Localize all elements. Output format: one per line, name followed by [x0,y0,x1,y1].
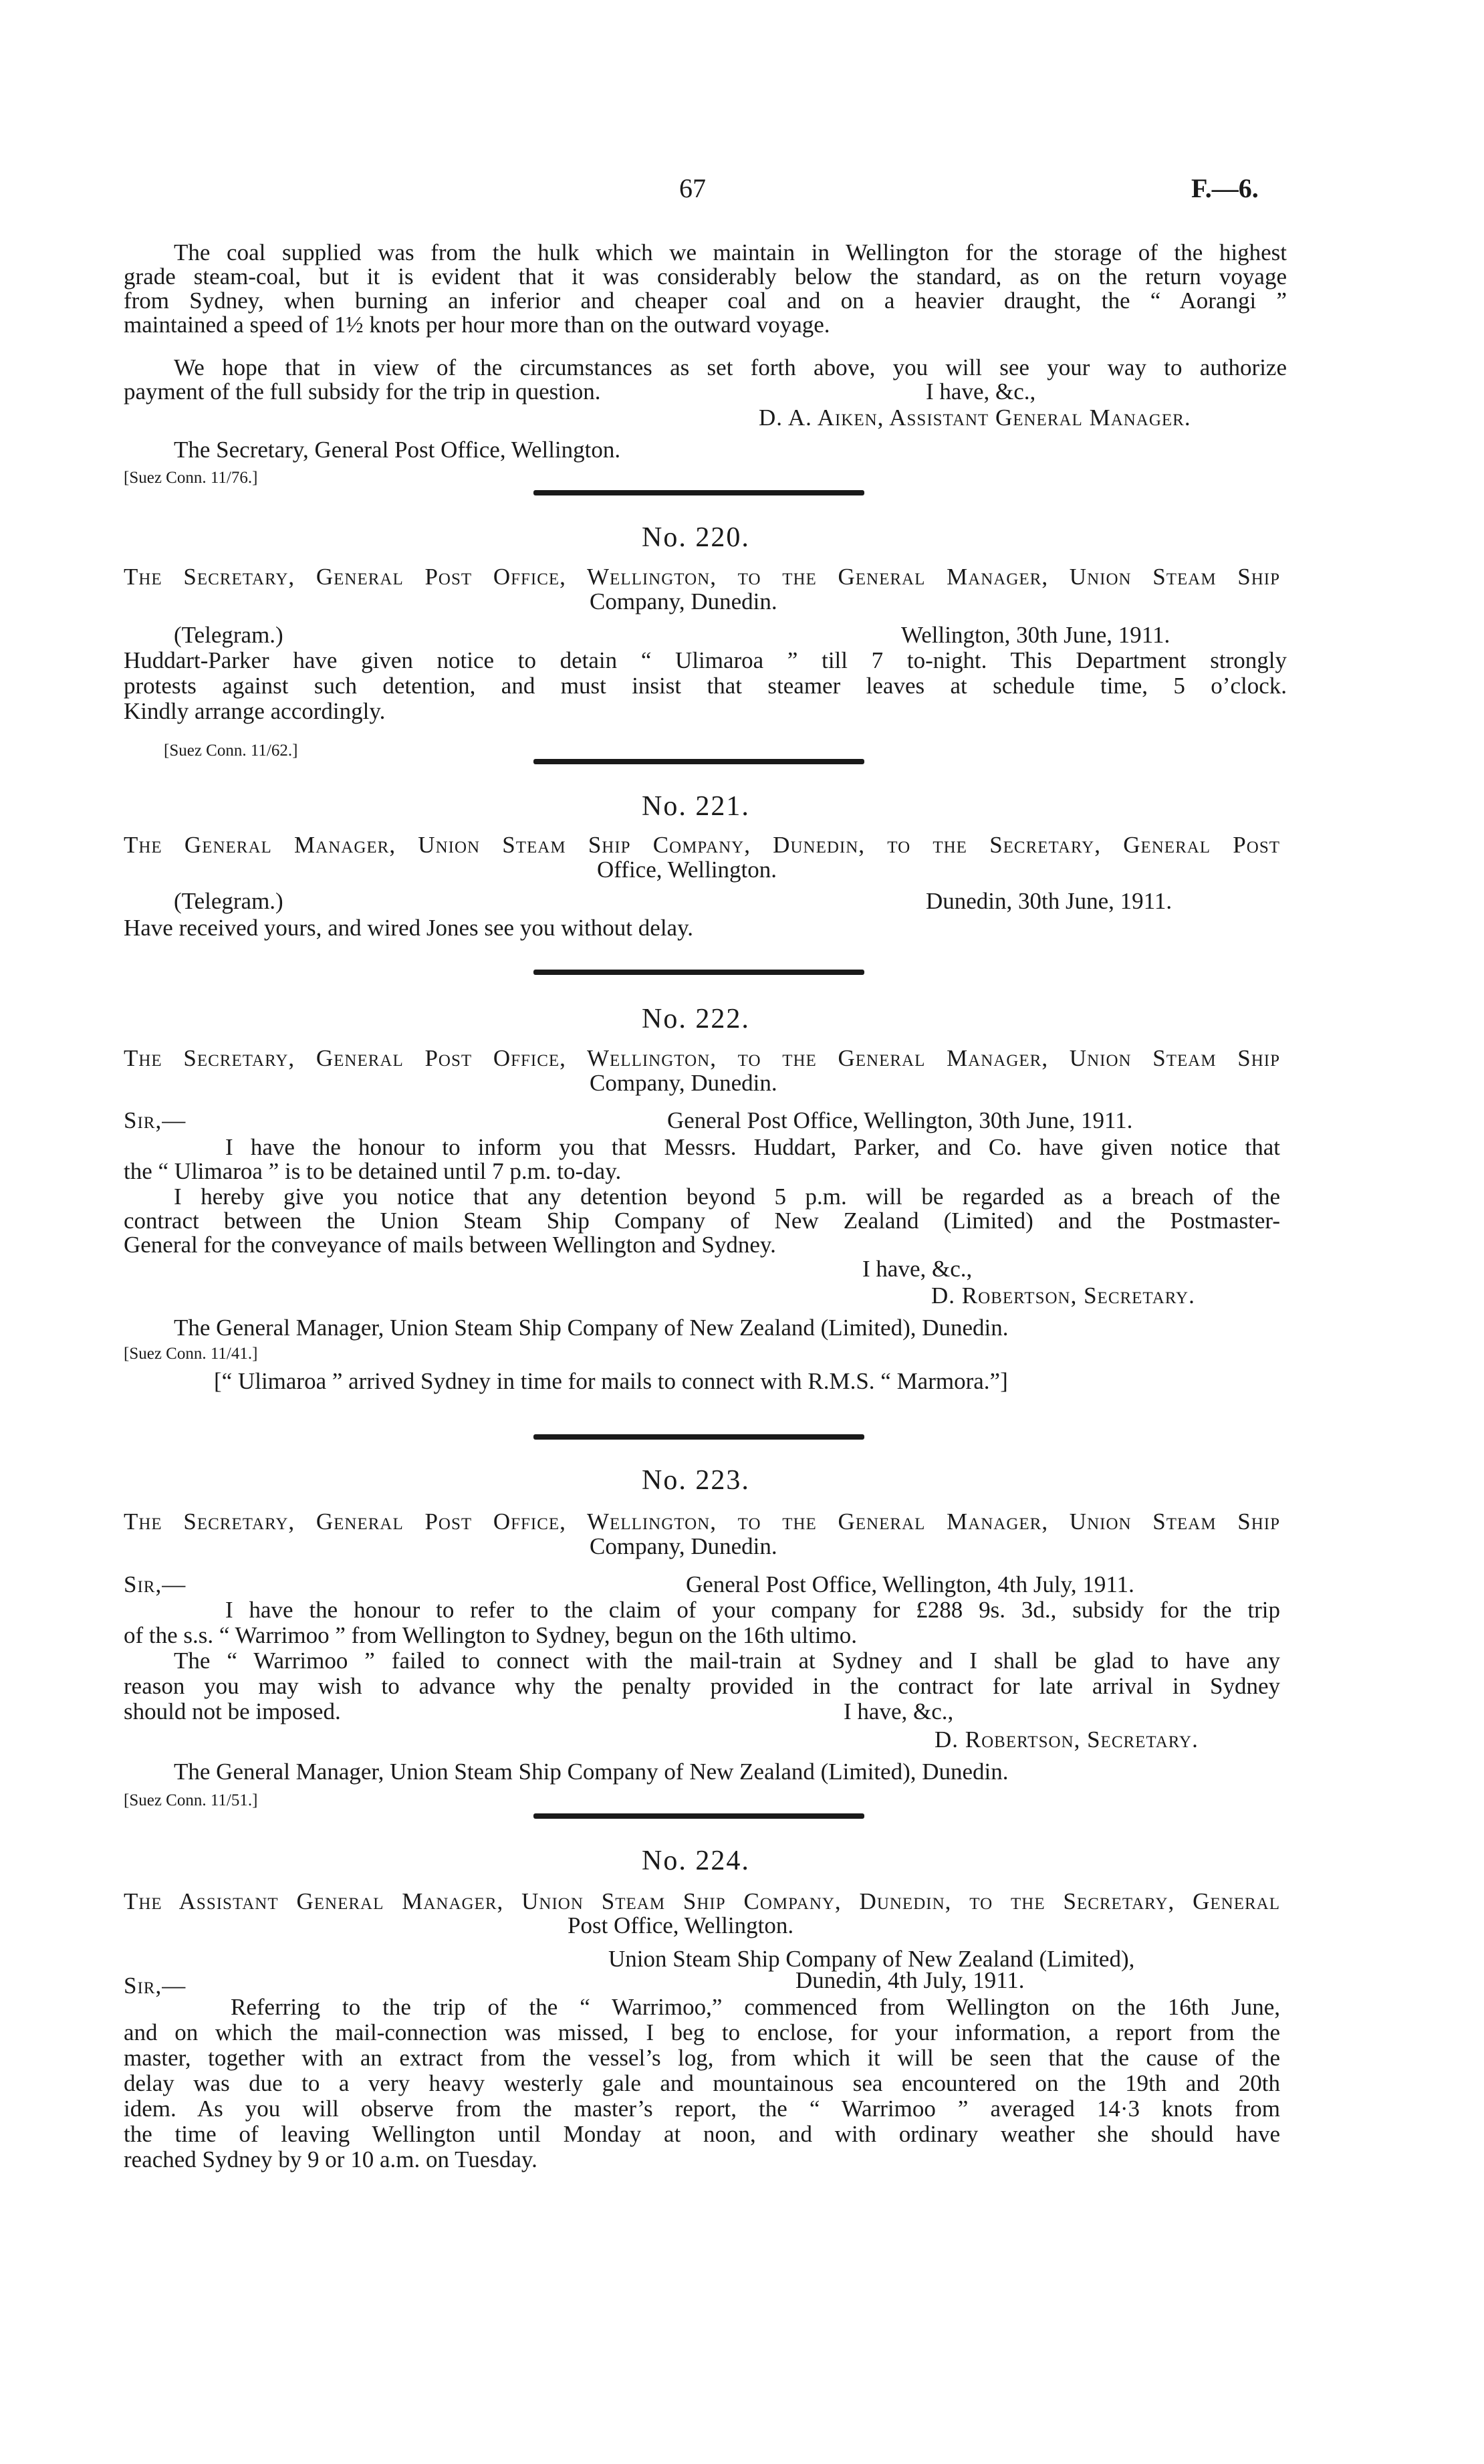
place-date: Dunedin, 30th June, 1911. [926,888,1172,914]
closing: I have, &c., [926,378,1036,405]
letter-body-line: reason you may wish to advance why the penalty provided in the contract for late arrival in Sydney [124,1673,1280,1699]
intro-paragraph-line: grade steam-coal, but it is evident that it was considerably below the standard, as on the return voyage [124,263,1287,290]
closing: I have, &c., [844,1698,954,1724]
letter-number: No. 222. [642,1004,750,1034]
letter-heading-line: Post Office, Wellington. [568,1912,794,1938]
letter-body-line: master, together with an extract from the vessel’s log, from which it will be seen that the cause of the [124,2045,1280,2071]
intro-paragraph-line: from Sydney, when burning an inferior and cheaper coal and on a heavier draught, the “ Aorangi ” [124,288,1287,314]
intro-paragraph-line: The coal supplied was from the hulk which we maintain in Wellington for the storage of the highest [174,239,1287,265]
letter-body-line: I have the honour to refer to the claim of your company for £288 9s. 3d., subsidy for the trip [225,1597,1280,1623]
letter-number: No. 220. [642,522,750,553]
section-divider [533,1813,864,1819]
addressee: The Secretary, General Post Office, Wellington. [174,437,621,463]
letter-body-line: General for the conveyance of mails between Wellington and Sydney. [124,1232,776,1258]
letter-heading-line: Company, Dunedin. [590,1070,777,1096]
letter-heading-line: The Assistant General Manager, Union Steam Ship Company, Dunedin, to the Secretary, General [124,1888,1280,1914]
letter-body-line: idem. As you will observe from the master’s report, the “ Warrimoo ” averaged 14·3 knots from [124,2096,1280,2122]
letter-body-line: Have received yours, and wired Jones see you without delay. [124,915,694,941]
salutation: Sir,— [124,1571,187,1597]
letter-body-line: protests against such detention, and must insist that steamer leaves at schedule time, 5 o’clock. [124,673,1287,699]
signatory-text: D. A. Aiken, Assistant General Manager. [759,405,1191,431]
signatory-text: D. Robertson, Secretary. [935,1726,1199,1753]
document-reference: F.—6. [1191,173,1259,203]
letter-body-line: delay was due to a very heavy westerly gale and mountainous sea encountered on the 19th and 20th [124,2070,1280,2096]
intro-paragraph-line: maintained a speed of 1½ knots per hour more than on the outward voyage. [124,312,830,338]
place-date: Wellington, 30th June, 1911. [901,622,1170,648]
letter-number: No. 223. [642,1465,750,1496]
letter-body-line: contract between the Union Steam Ship Company of New Zealand (Limited) and the Postmaster- [124,1208,1280,1234]
letter-heading-line: The Secretary, General Post Office, Wellington, to the General Manager, Union Steam Ship [124,564,1280,590]
letter-body-line: should not be imposed. [124,1698,341,1724]
sender-address: Union Steam Ship Company of New Zealand (Limited), [608,1946,1135,1972]
letter-heading-line: Company, Dunedin. [590,1533,777,1559]
letter-number: No. 221. [642,791,750,822]
salutation: Sir,— [124,1973,187,1999]
section-divider [533,970,864,975]
letter-body-line: I hereby give you notice that any detention beyond 5 p.m. will be regarded as a breach of the [174,1184,1280,1210]
letter-body-line: the time of leaving Wellington until Monday at noon, and with ordinary weather she should have [124,2121,1280,2147]
letter-body-line: The “ Warrimoo ” failed to connect with the mail-train at Sydney and I shall be glad to have any [174,1648,1280,1674]
file-reference: [Suez Conn. 11/76.] [124,469,258,487]
letter-body-line: the “ Ulimaroa ” is to be detained until 7 p.m. to-day. [124,1158,622,1184]
place-date: Dunedin, 4th July, 1911. [795,1967,1025,1993]
letter-number: No. 224. [642,1845,750,1876]
letter-heading-line: The Secretary, General Post Office, Wellington, to the General Manager, Union Steam Ship [124,1045,1280,1071]
salutation: Sir,— [124,1107,187,1133]
file-reference: [Suez Conn. 11/51.] [124,1791,258,1809]
intro-paragraph-line: We hope that in view of the circumstances as set forth above, you will see your way to authorize [174,354,1287,380]
addressee: The General Manager, Union Steam Ship Company of New Zealand (Limited), Dunedin. [174,1759,1009,1785]
closing: I have, &c., [862,1256,973,1282]
letter-body-line: of the s.s. “ Warrimoo ” from Wellington to Sydney, begun on the 16th ultimo. [124,1622,858,1648]
addressee: The General Manager, Union Steam Ship Company of New Zealand (Limited), Dunedin. [174,1315,1009,1341]
letter-type: (Telegram.) [174,888,283,914]
signatory [931,1284,1195,1307]
letter-body-line: Kindly arrange accordingly. [124,698,386,724]
file-reference: [Suez Conn. 11/62.] [164,742,298,760]
intro-paragraph-line: payment of the full subsidy for the trip in question. [124,378,601,405]
letter-heading-line: Office, Wellington. [597,857,777,883]
place-date: General Post Office, Wellington, 30th June, 1911. [667,1107,1133,1133]
letter-heading-line: The General Manager, Union Steam Ship Company, Dunedin, to the Secretary, General Post [124,832,1280,858]
file-reference: [Suez Conn. 11/41.] [124,1345,258,1363]
section-divider [533,759,864,764]
letter-body-line: and on which the mail-connection was missed, I beg to enclose, for your information, a report from the [124,2019,1280,2045]
letter-heading-line: Company, Dunedin. [590,588,777,614]
signatory [935,1728,1199,1751]
section-divider [533,1434,864,1440]
letter-type: (Telegram.) [174,622,283,648]
signatory-text: D. Robertson, Secretary. [931,1282,1195,1309]
editorial-note: [“ Ulimaroa ” arrived Sydney in time for mails to connect with R.M.S. “ Marmora.”] [214,1368,1008,1394]
letter-body-line: Referring to the trip of the “ Warrimoo,” commenced from Wellington on the 16th June, [231,1994,1280,2020]
section-divider [533,490,864,495]
letter-body-line: Huddart-Parker have given notice to detain “ Ulimaroa ” till 7 to-night. This Department strongly [124,647,1287,673]
page-number: 67 [679,173,706,203]
letter-body-line: I have the honour to inform you that Messrs. Huddart, Parker, and Co. have given notice that [225,1134,1280,1160]
signatory [759,406,1191,429]
letter-heading-line: The Secretary, General Post Office, Wellington, to the General Manager, Union Steam Ship [124,1508,1280,1535]
place-date: General Post Office, Wellington, 4th July, 1911. [686,1571,1134,1597]
letter-body-line: reached Sydney by 9 or 10 a.m. on Tuesday. [124,2146,537,2172]
